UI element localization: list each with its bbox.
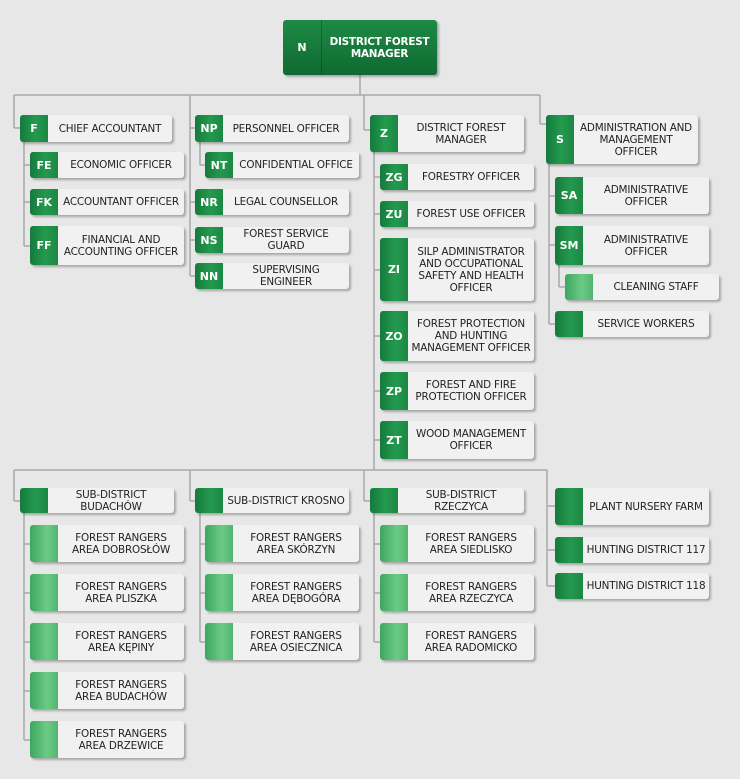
forestry-officer-box[interactable] <box>380 164 534 190</box>
unit-label: SUB-DISTRICT RZECZYCA <box>425 488 497 513</box>
code-badge: NT <box>205 152 233 178</box>
code-badge <box>205 574 233 611</box>
silp-administrator-box[interactable] <box>380 238 534 301</box>
chief-accountant-box[interactable] <box>20 115 172 142</box>
code-badge: S <box>546 115 574 164</box>
code-badge <box>30 721 58 758</box>
sub-district-rzeczyca-box[interactable] <box>370 488 524 513</box>
unit-label: ADMINISTRATIVE OFFICER <box>603 233 689 258</box>
financial-accounting-officer-box[interactable] <box>30 226 184 265</box>
service-workers-box[interactable] <box>555 311 709 337</box>
unit-label: FOREST RANGERS AREA BUDACHÓW <box>75 678 167 703</box>
code-badge: NR <box>195 189 223 215</box>
unit-label: FOREST RANGERS AREA DOBROSŁÓW <box>71 531 171 556</box>
cleaning-staff-box[interactable] <box>565 274 719 300</box>
code-badge: SM <box>555 226 583 265</box>
district-forest-manager-top[interactable] <box>283 20 437 75</box>
unit-label: FOREST AND FIRE PROTECTION OFFICER <box>415 379 527 403</box>
code-badge <box>370 488 398 513</box>
code-badge: Z <box>370 115 398 152</box>
unit-label: ADMINISTRATIVE OFFICER <box>603 183 689 208</box>
sub-district-budachow-box[interactable] <box>20 488 174 513</box>
unit-label: ECONOMIC OFFICER <box>70 159 172 171</box>
unit-label: FOREST USE OFFICER <box>416 208 526 220</box>
code-badge <box>30 525 58 562</box>
unit-label: FOREST RANGERS AREA PLISZKA <box>75 580 167 605</box>
unit-label: FOREST RANGERS AREA KĘPINY <box>75 629 167 654</box>
hunting-district-118-box[interactable] <box>555 573 709 599</box>
unit-label: ACCOUNTANT OFFICER <box>63 196 179 208</box>
code-badge <box>555 573 583 599</box>
unit-label: HUNTING DISTRICT 117 <box>586 544 706 556</box>
code-badge: NP <box>195 115 223 142</box>
code-badge <box>555 311 583 337</box>
code-badge: ZT <box>380 421 408 459</box>
rangers-area-rzeczyca-box[interactable] <box>380 574 534 611</box>
unit-label: LEGAL COUNSELLOR <box>234 196 338 208</box>
unit-label: FOREST RANGERS AREA SKÓRZYN <box>250 531 342 556</box>
rangers-area-drzewice-box[interactable] <box>30 721 184 758</box>
rangers-area-osiecznica-box[interactable] <box>205 623 359 660</box>
unit-label: CLEANING STAFF <box>613 281 699 293</box>
forest-protection-hunting-box[interactable] <box>380 311 534 361</box>
unit-label: SUB-DISTRICT KROSNO <box>227 494 345 507</box>
code-badge <box>565 274 593 300</box>
unit-label: FOREST PROTECTION AND HUNTING MANAGEMENT OFFICER <box>411 318 531 354</box>
code-badge: FF <box>30 226 58 265</box>
unit-label: SILP ADMINISTRATOR AND OCCUPATIONAL SAFETY AND HEALTH OFFICER <box>417 245 525 294</box>
legal-counsellor-box[interactable] <box>195 189 349 215</box>
code-badge <box>380 574 408 611</box>
rangers-area-kepiny-box[interactable] <box>30 623 184 660</box>
unit-label: FORESTRY OFFICER <box>421 171 521 183</box>
unit-label: FOREST RANGERS AREA RZECZYCA <box>425 580 517 605</box>
confidential-office-box[interactable] <box>205 152 359 178</box>
administrative-officer-sm-box[interactable] <box>555 226 709 265</box>
code-badge: ZG <box>380 164 408 190</box>
unit-label: DISTRICT FOREST MANAGER <box>329 35 430 60</box>
forest-fire-protection-box[interactable] <box>380 372 534 410</box>
code-badge: F <box>20 115 48 142</box>
unit-label: SUB-DISTRICT BUDACHÓW <box>75 488 147 513</box>
economic-officer-box[interactable] <box>30 152 184 178</box>
code-badge: N <box>283 20 322 75</box>
unit-label: FINANCIAL AND ACCOUNTING OFFICER <box>63 233 179 258</box>
unit-label: FOREST RANGERS AREA OSIECZNICA <box>249 629 343 654</box>
administrative-officer-sa-box[interactable] <box>555 177 709 214</box>
unit-label: CONFIDENTIAL OFFICE <box>239 159 353 171</box>
unit-label: FOREST RANGERS AREA DĘBOGÓRA <box>250 580 342 605</box>
administration-management-officer-box[interactable] <box>546 115 698 164</box>
code-badge <box>205 623 233 660</box>
code-badge <box>195 488 223 513</box>
unit-label: PLANT NURSERY FARM <box>589 500 703 513</box>
forest-use-officer-box[interactable] <box>380 201 534 227</box>
unit-label: DISTRICT FOREST MANAGER <box>416 121 506 146</box>
personnel-officer-box[interactable] <box>195 115 349 142</box>
unit-label: FOREST SERVICE GUARD <box>243 228 329 252</box>
unit-label: WOOD MANAGEMENT OFFICER <box>416 428 526 452</box>
wood-management-officer-box[interactable] <box>380 421 534 459</box>
supervising-engineer-box[interactable] <box>195 263 349 289</box>
code-badge <box>380 623 408 660</box>
code-badge: ZO <box>380 311 408 361</box>
unit-label: SERVICE WORKERS <box>597 318 695 330</box>
code-badge: ZU <box>380 201 408 227</box>
rangers-area-dobroslow-box[interactable] <box>30 525 184 562</box>
code-badge: ZP <box>380 372 408 410</box>
code-badge <box>30 623 58 660</box>
code-badge: NS <box>195 227 223 253</box>
code-badge <box>30 672 58 709</box>
code-badge <box>205 525 233 562</box>
code-badge <box>20 488 48 513</box>
rangers-area-skorzyn-box[interactable] <box>205 525 359 562</box>
unit-label: CHIEF ACCOUNTANT <box>58 122 162 135</box>
forest-service-guard-box[interactable] <box>195 227 349 253</box>
code-badge: ZI <box>380 238 408 301</box>
code-badge <box>555 537 583 563</box>
plant-nursery-farm-box[interactable] <box>555 488 709 525</box>
rangers-area-pliszka-box[interactable] <box>30 574 184 611</box>
code-badge <box>380 525 408 562</box>
unit-label: FOREST RANGERS AREA SIEDLISKO <box>425 531 517 556</box>
sub-district-krosno-box[interactable] <box>195 488 349 513</box>
unit-label: SUPERVISING ENGINEER <box>252 264 320 288</box>
code-badge: FE <box>30 152 58 178</box>
rangers-area-debogora-box[interactable] <box>205 574 359 611</box>
code-badge: NN <box>195 263 223 289</box>
code-badge <box>555 488 583 525</box>
unit-label: HUNTING DISTRICT 118 <box>586 580 706 592</box>
code-badge: FK <box>30 189 58 215</box>
rangers-area-budachow-box[interactable] <box>30 672 184 709</box>
code-badge: SA <box>555 177 583 214</box>
unit-label: FOREST RANGERS AREA RADOMICKO <box>424 629 518 654</box>
accountant-officer-box[interactable] <box>30 189 184 215</box>
rangers-area-radomicko-box[interactable] <box>380 623 534 660</box>
unit-label: PERSONNEL OFFICER <box>232 122 340 135</box>
rangers-area-siedlisko-box[interactable] <box>380 525 534 562</box>
unit-label: FOREST RANGERS AREA DRZEWICE <box>75 727 167 752</box>
code-badge <box>30 574 58 611</box>
deputy-manager-box[interactable] <box>370 115 524 152</box>
hunting-district-117-box[interactable] <box>555 537 709 563</box>
unit-label: ADMINISTRATION AND MANAGEMENT OFFICER <box>580 121 692 158</box>
